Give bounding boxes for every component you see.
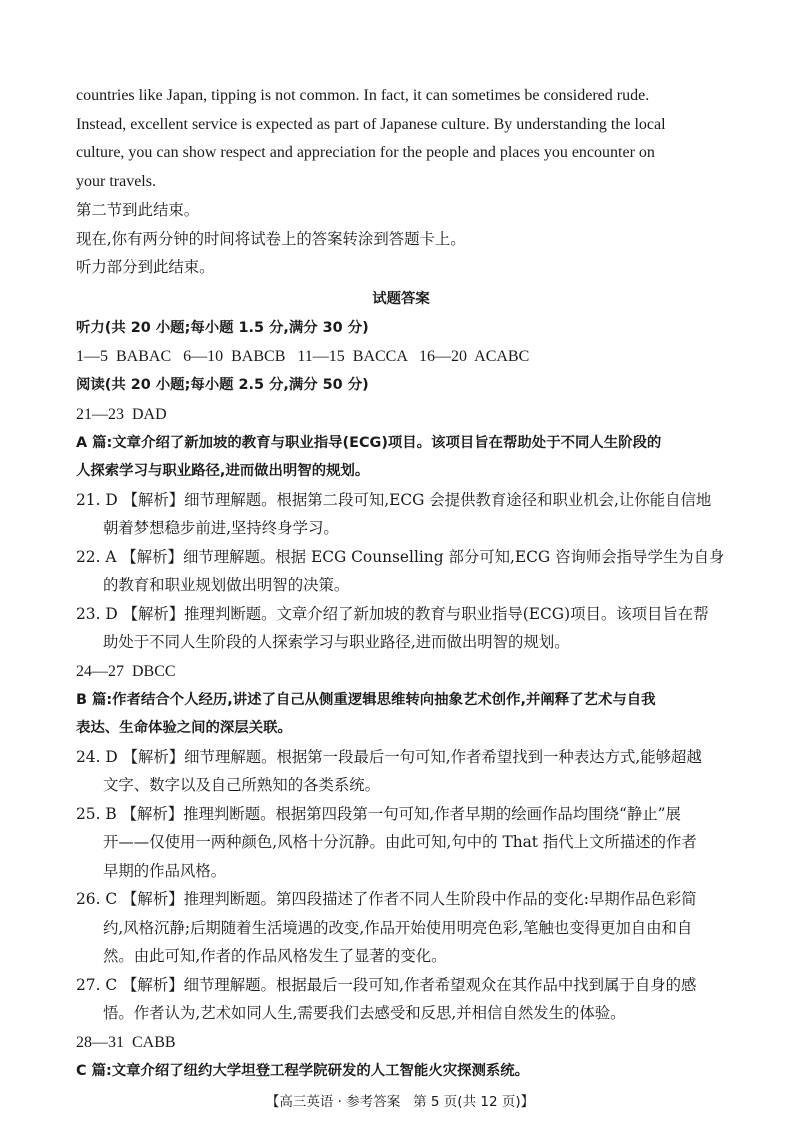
- intro-line-4: your travels.: [76, 172, 156, 190]
- intro-line-3: culture, you can show respect and appreciation for the people and places you encounter on: [76, 144, 655, 161]
- passage-a-summary-line-1: A 篇:文章介绍了新加坡的教育与职业指导(ECG)项目。该项目旨在帮助处于不同人生阶段的: [76, 434, 662, 451]
- q21-line-2: 朝着梦想稳步前进,坚持终身学习。: [103, 519, 339, 537]
- intro-line-1: countries like Japan, tipping is not common. In fact, it can sometimes be considered rude.: [76, 87, 650, 104]
- document-page: [76, 82, 726, 1085]
- q25-line-3: 早期的作品风格。: [103, 861, 227, 880]
- passage-c-summary: C 篇:文章介绍了纽约大学坦登工程学院研发的人工智能火灾探测系统。: [76, 1062, 530, 1079]
- section-end-text: 第二节到此结束。: [76, 201, 200, 219]
- q23-line-1: 23. D 【解析】推理判断题。文章介绍了新加坡的教育与职业指导(ECG)项目。该项目旨在帮: [76, 604, 709, 623]
- q21-line-1: 21. D 【解析】细节理解题。根据第二段可知,ECG 会提供教育途径和职业机会,让你能自信地: [76, 490, 712, 509]
- passage-a-summary-line-2: 人探索学习与职业路径,进而做出明智的规划。: [76, 463, 370, 479]
- listening-header: 听力(共 20 小题;每小题 1.5 分,满分 30 分): [76, 319, 369, 336]
- q27-line-2: 悟。作者认为,艺术如同人生,需要我们去感受和反思,并相信自然发生的体验。: [103, 1004, 626, 1022]
- page-footer: 【高三英语 · 参考答案 第 5 页(共 12 页)】: [265, 1094, 535, 1110]
- answers-title: 试题答案: [372, 290, 430, 307]
- q22-line-1: 22. A 【解析】细节理解题。根据 ECG Counselling 部分可知,ECG 咨询师会指导学生为自身: [76, 547, 725, 566]
- listening-answers: 1—5 BABAC 6—10 BABCB 11—15 BACCA 16—20 ACABC: [76, 348, 530, 365]
- reading-header: 阅读(共 20 小题;每小题 2.5 分,满分 50 分): [76, 377, 369, 393]
- answer-group-24-27: 24—27 DBCC: [76, 662, 176, 680]
- q24-line-1: 24. D 【解析】细节理解题。根据第一段最后一句可知,作者希望找到一种表达方式,能够超越: [76, 747, 702, 766]
- q26-line-2: 约,风格沉静;后期随着生活境遇的改变,作品开始使用明亮色彩,笔触也变得更加自由和自: [103, 918, 693, 937]
- answer-group-28-31: 28—31 CABB: [76, 1033, 176, 1051]
- q27-line-1: 27. C 【解析】细节理解题。根据最后一段可知,作者希望观众在其作品中找到属于自身的感: [76, 975, 697, 994]
- q26-line-3: 然。由此可知,作者的作品风格发生了显著的变化。: [103, 947, 447, 965]
- q26-line-1: 26. C 【解析】推理判断题。第四段描述了作者不同人生阶段中作品的变化:早期作品色彩简: [76, 890, 697, 908]
- q23-line-2: 助处于不同人生阶段的人探索学习与职业路径,进而做出明智的规划。: [103, 633, 570, 651]
- q25-line-1: 25. B 【解析】推理判断题。根据第四段第一句可知,作者早期的绘画作品均围绕“静止”展: [76, 804, 681, 823]
- passage-b-summary-line-1: B 篇:作者结合个人经历,讲述了自己从侧重逻辑思维转向抽象艺术创作,并阐释了艺术与自我: [76, 691, 656, 708]
- transfer-note: 现在,你有两分钟的时间将试卷上的答案转涂到答题卡上。: [76, 229, 466, 248]
- passage-b-summary-line-2: 表达、生命体验之间的深层关联。: [76, 720, 292, 736]
- intro-line-2: Instead, excellent service is expected as part of Japanese culture. By understanding the local: [76, 115, 666, 133]
- answer-group-21-23: 21—23 DAD: [76, 405, 167, 423]
- q24-line-2: 文字、数字以及自己所熟知的各类系统。: [103, 776, 381, 794]
- q22-line-2: 的教育和职业规划做出明智的决策。: [103, 576, 350, 594]
- listening-end-text: 听力部分到此结束。: [76, 258, 215, 276]
- q25-line-2: 开——仅使用一两种颜色,风格十分沉静。由此可知,句中的 That 指代上文所描述的作者: [103, 833, 697, 851]
